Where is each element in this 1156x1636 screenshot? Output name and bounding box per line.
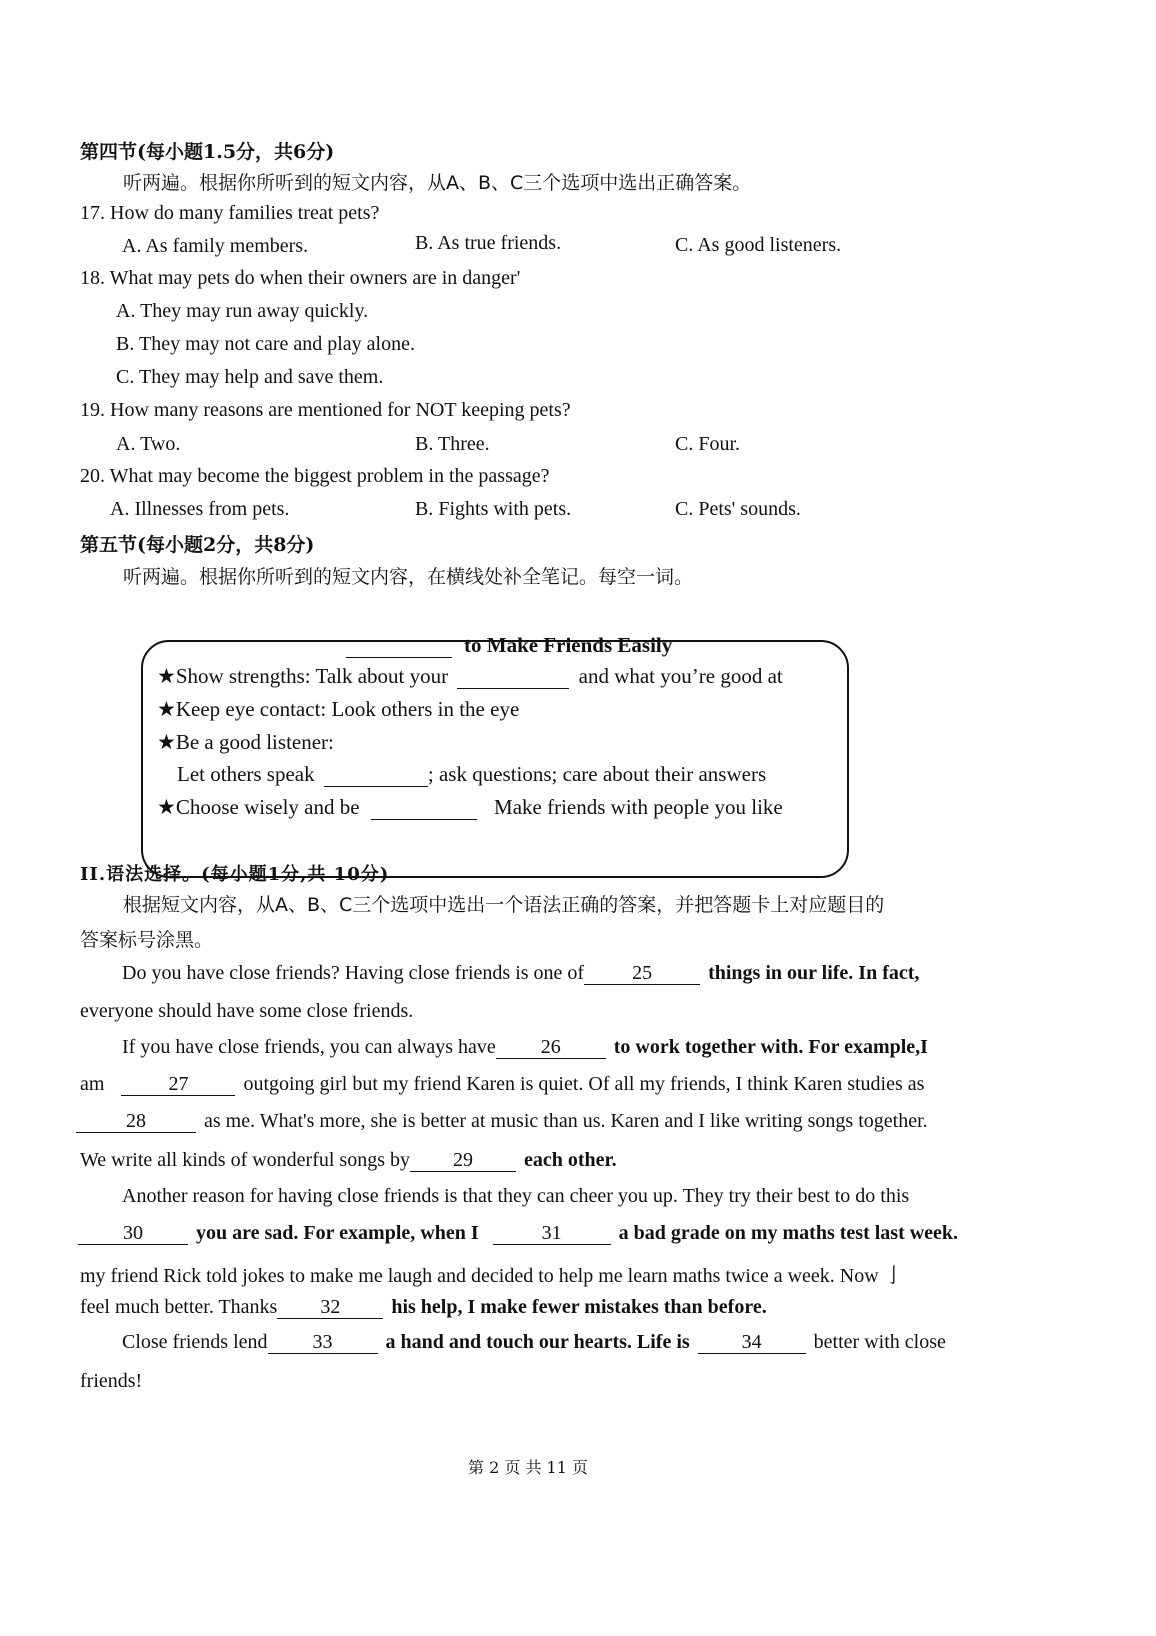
notes-line-choose-b: Make friends with people you like bbox=[494, 795, 783, 819]
section-4-heading: 第四节(每小题1.5分，共6分) bbox=[80, 141, 335, 163]
notes-title: to Make Friends Easily bbox=[464, 633, 673, 657]
passage-line-9: my friend Rick told jokes to make me laugh and decided to help me learn maths twice a week. Now 亅 bbox=[80, 1265, 904, 1287]
blank-31[interactable]: 31 bbox=[493, 1222, 611, 1245]
notes-blank-strengths[interactable] bbox=[457, 665, 569, 689]
passage-line-8 bbox=[78, 1222, 958, 1245]
q18-option-a: A. They may run away quickly. bbox=[116, 300, 369, 322]
grammar-instruction-1: 根据短文内容，从A、B、C三个选项中选出一个语法正确的答案，并把答题卡上对应题目的 bbox=[123, 894, 885, 916]
notes-box bbox=[141, 633, 849, 878]
q18-option-b: B. They may not care and play alone. bbox=[116, 333, 415, 355]
passage-text: feel much better. Thanks bbox=[80, 1296, 278, 1318]
passage-line-1 bbox=[122, 962, 919, 985]
passage-text: a bad grade on my maths test last week. bbox=[618, 1222, 959, 1244]
notes-line-let-others bbox=[177, 762, 766, 787]
passage-text: to work together with. For example,I bbox=[613, 1036, 928, 1058]
q18-stem: 18. What may pets do when their owners are in danger' bbox=[80, 267, 521, 289]
notes-line-listener: ★Be a good listener: bbox=[157, 730, 334, 754]
passage-text: We write all kinds of wonderful songs by bbox=[80, 1149, 410, 1171]
q17-option-c: C. As good listeners. bbox=[675, 234, 842, 256]
passage-line-2: everyone should have some close friends. bbox=[80, 1000, 414, 1022]
q19-option-c: C. Four. bbox=[675, 433, 741, 455]
q19-option-a: A. Two. bbox=[116, 433, 181, 455]
passage-line-6 bbox=[80, 1149, 617, 1172]
passage-text: things in our life. In fact, bbox=[708, 962, 920, 984]
notes-blank-title[interactable] bbox=[346, 634, 452, 658]
notes-line-choose-a: ★Choose wisely and be bbox=[157, 795, 360, 819]
grammar-heading: II.语法选择。(每小题1分,共 10分) bbox=[80, 864, 390, 885]
notes-line-choose bbox=[157, 795, 783, 820]
passage-line-7: Another reason for having close friends is that they can cheer you up. They try their best to do this bbox=[122, 1185, 910, 1207]
section-4-instruction: 听两遍。根据你所听到的短文内容，从A、B、C三个选项中选出正确答案。 bbox=[123, 172, 752, 194]
notes-line-eye-contact: ★Keep eye contact: Look others in the eye bbox=[157, 697, 520, 721]
blank-26[interactable]: 26 bbox=[496, 1036, 606, 1059]
page-footer: 第 2 页 共 11 页 bbox=[468, 1458, 588, 1477]
passage-text: outgoing girl but my friend Karen is quiet. Of all my friends, I think Karen studies as bbox=[243, 1073, 925, 1095]
notes-blank-speak[interactable] bbox=[324, 763, 428, 787]
q19-option-b: B. Three. bbox=[415, 433, 490, 455]
notes-line-strengths bbox=[157, 664, 783, 689]
blank-29[interactable]: 29 bbox=[410, 1149, 516, 1172]
passage-text: each other. bbox=[524, 1149, 617, 1171]
blank-33[interactable]: 33 bbox=[268, 1331, 378, 1354]
blank-32[interactable]: 32 bbox=[277, 1296, 383, 1319]
passage-text: If you have close friends, you can always have bbox=[122, 1036, 496, 1058]
passage-line-4 bbox=[80, 1073, 924, 1096]
grammar-instruction-2: 答案标号涂黑。 bbox=[80, 929, 214, 951]
passage-text: am bbox=[80, 1073, 105, 1095]
passage-text: Do you have close friends? Having close friends is one of bbox=[122, 962, 585, 984]
passage-line-12: friends! bbox=[80, 1370, 143, 1392]
blank-27[interactable]: 27 bbox=[121, 1073, 235, 1096]
q20-stem: 20. What may become the biggest problem in the passage? bbox=[80, 465, 550, 487]
q17-option-b: B. As true friends. bbox=[415, 232, 562, 254]
blank-34[interactable]: 34 bbox=[698, 1331, 806, 1354]
section-5-heading: 第五节(每小题2分，共8分) bbox=[80, 534, 315, 556]
passage-line-5 bbox=[76, 1110, 928, 1133]
passage-line-11 bbox=[122, 1331, 946, 1354]
blank-25[interactable]: 25 bbox=[584, 962, 700, 985]
blank-30[interactable]: 30 bbox=[78, 1222, 188, 1245]
blank-28[interactable]: 28 bbox=[76, 1110, 196, 1133]
q17-stem: 17. How do many families treat pets? bbox=[80, 202, 380, 224]
q17-option-a: A. As family members. bbox=[122, 235, 309, 257]
q20-option-a: A. Illnesses from pets. bbox=[110, 498, 290, 520]
notes-line-strengths-a: ★Show strengths: Talk about your bbox=[157, 664, 449, 688]
passage-text: Close friends lend bbox=[122, 1331, 268, 1353]
passage-text: as me. What's more, she is better at music than us. Karen and I like writing songs together. bbox=[204, 1110, 928, 1132]
notes-line-let-others-b: ; ask questions; care about their answers bbox=[427, 762, 767, 786]
q20-option-c: C. Pets' sounds. bbox=[675, 498, 801, 520]
passage-line-10 bbox=[80, 1296, 767, 1319]
q19-stem: 19. How many reasons are mentioned for NOT keeping pets? bbox=[80, 399, 571, 421]
passage-text: a hand and touch our hearts. Life is bbox=[385, 1331, 690, 1353]
passage-text: his help, I make fewer mistakes than before. bbox=[391, 1296, 767, 1318]
passage-text: better with close bbox=[813, 1331, 946, 1353]
passage-line-3 bbox=[122, 1036, 928, 1059]
notes-blank-choose[interactable] bbox=[371, 796, 477, 820]
notes-title-row bbox=[346, 633, 672, 658]
section-5-instruction: 听两遍。根据你所听到的短文内容，在横线处补全笔记。每空一词。 bbox=[123, 566, 694, 588]
q18-option-c: C. They may help and save them. bbox=[116, 366, 384, 388]
notes-line-strengths-b: and what you’re good at bbox=[578, 664, 783, 688]
notes-line-let-others-a: Let others speak bbox=[177, 762, 315, 786]
q20-option-b: B. Fights with pets. bbox=[415, 498, 572, 520]
passage-text: you are sad. For example, when I bbox=[196, 1222, 479, 1244]
